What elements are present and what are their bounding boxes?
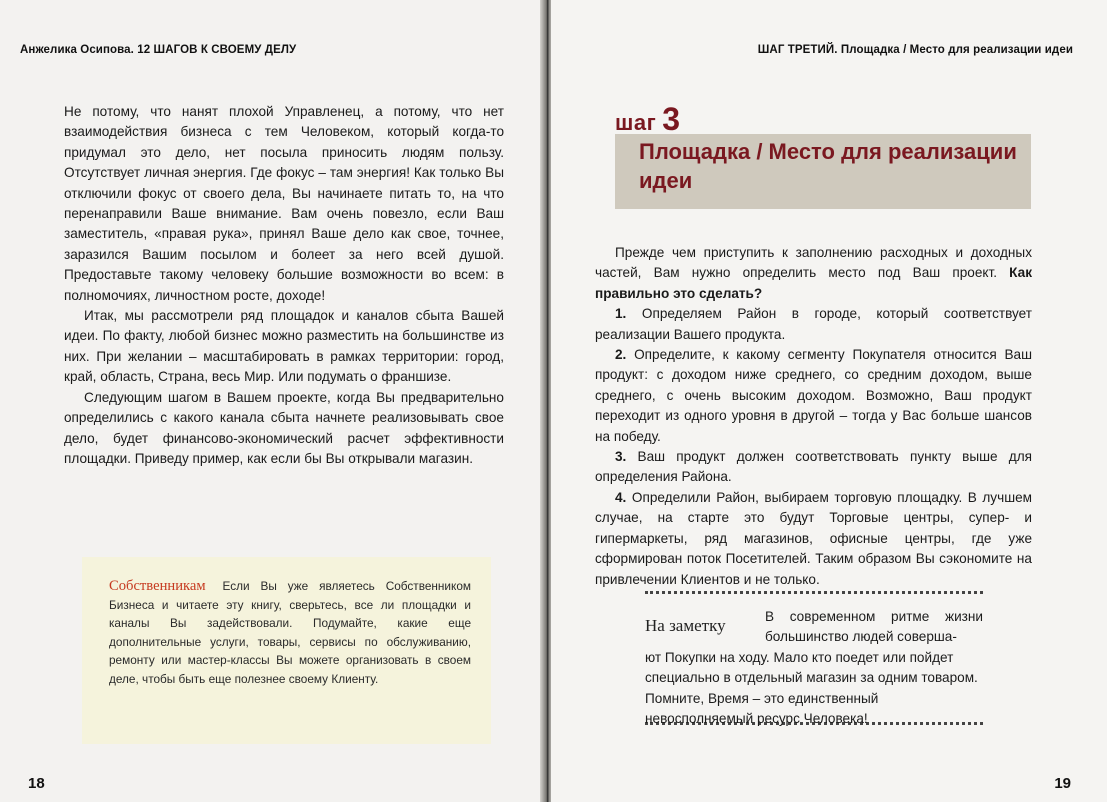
intro-text: Прежде чем приступить к заполнению расходных и доходных частей, Вам нужно определить место под Ваш проект. bbox=[595, 245, 1032, 281]
owners-callout bbox=[82, 557, 491, 744]
paragraph: Не потому, что нанят плохой Управленец, а потому, что нет взаимодействия бизнеса с тем Человеком, который когда-то придумал это дело, нет посыла приносить людям пользу. Отсутствует личная энергия. Где фокус – там энергия! Как только Вы отключили фокус от своего дела, Вы начинаете питать то, на что перенаправили Ваше внимание. Вам очень повезло, если Ваш заместитель, «правая рука», принял Ваше дело как свое, точнее, заразился Вашим посылом и болеет за него всей душой. Предоставьте такому человеку большие возможности во всем: в полномочиях, личностном росте, доходе! bbox=[64, 104, 504, 303]
intro-question: Как правильно это сделать? bbox=[595, 265, 1032, 301]
intro-paragraph bbox=[595, 243, 1032, 304]
step-title: Площадка / Место для реализации идеи bbox=[639, 139, 1017, 193]
list-item-text: Ваш продукт должен соответствовать пункту выше для определения Района. bbox=[595, 449, 1032, 485]
paragraph: Итак, мы рассмотрели ряд площадок и каналов сбыта Вашей идеи. По факту, любой бизнес можно разместить на большинстве из них. При желании – масштабировать в рамках территории: город, край, область, Страна, весь Мир. Или подумать о франшизе. bbox=[64, 308, 504, 385]
list-item bbox=[595, 488, 1032, 590]
step-number: 3 bbox=[662, 101, 681, 137]
right-page bbox=[551, 0, 1107, 802]
list-item-text: Определили Район, выбираем торговую площадку. В лучшем случае, на старте это будут Торговые центры, супер- и гипермаркеты, ряд магазинов, офисные центры, где уже сформирован поток Посетителей. Таким образом Вы сэкономите на привлечении Клиентов и не только. bbox=[595, 489, 1033, 587]
right-body-text bbox=[595, 243, 1032, 590]
left-body-text bbox=[64, 102, 504, 469]
list-item bbox=[595, 304, 1032, 345]
callout-text: Если Вы уже являетесь Собственником Бизнеса и читаете эту книгу, сверьтесь, все ли площадки и каналы Вы задействовали. Подумайте, какие еще дополнительные услуги, товары, сервисы по обслуживанию, ремонту или мастер-классы Вы можете организовать в своем деле, чтобы быть еще полезнее своему Клиенту. bbox=[109, 579, 471, 686]
list-item-number: 1. bbox=[615, 306, 627, 322]
page-number-left: 18 bbox=[28, 775, 45, 792]
list-item-text: Определите, к какому сегменту Покупателя относится Ваш продукт: с доходом ниже среднего, со средним доходом, выше среднего, с очень высоким доходом. Возможно, Ваш продукт переходит из одного уровня в другой – тогда у Вас больше шансов на победу. bbox=[595, 347, 1033, 444]
step-word: шаг bbox=[615, 110, 657, 135]
note-callout bbox=[645, 591, 983, 725]
list-item bbox=[595, 447, 1032, 488]
list-item-number: 2. bbox=[615, 347, 627, 363]
callout-title: Собственникам bbox=[109, 578, 206, 594]
running-head-left: Анжелика Осипова. 12 ШАГОВ К СВОЕМУ ДЕЛУ bbox=[20, 44, 297, 56]
left-page bbox=[0, 0, 548, 802]
note-text-top: В современном ритме жизни большинство людей соверша- bbox=[765, 609, 983, 645]
note-content bbox=[645, 594, 983, 727]
step-label bbox=[615, 101, 681, 138]
list-item-number: 4. bbox=[615, 489, 627, 505]
list-item-text: Определяем Район в городе, который соответствует реализации Вашего продукта. bbox=[595, 306, 1033, 342]
running-head-right: ШАГ ТРЕТИЙ. Площадка / Место для реализации идеи bbox=[757, 44, 1073, 56]
note-text-bottom: ют Покупки на ходу. Мало кто поедет или пойдет специально в отдельный магазин за одним товаром. Помните, Время – это единственный невосполняемый ресурс Человека! bbox=[645, 650, 978, 727]
paragraph: Следующим шагом в Вашем проекте, когда Вы предварительно определились с какого канала сбыта начнете реализовывать свое дело, будет финансово-экономический расчет эффективности площадки. Приведу пример, как если бы Вы открывали магазин. bbox=[64, 389, 504, 466]
list-item bbox=[595, 345, 1032, 447]
note-title: На заметку bbox=[645, 616, 726, 635]
page-number-right: 19 bbox=[1054, 775, 1071, 792]
list-item-number: 3. bbox=[615, 449, 627, 465]
